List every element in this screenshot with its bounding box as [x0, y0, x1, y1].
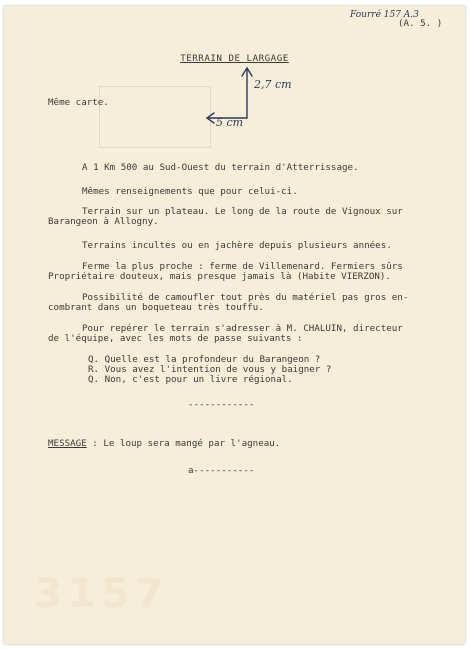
message-text: : Le loup sera mangé par l'agneau.	[86, 438, 281, 449]
message-line	[48, 438, 280, 449]
intro-line: Même carte.	[48, 97, 109, 108]
paragraph-7-line-2: de l'équipe, avec les mots de passe suivants :	[48, 333, 303, 344]
paragraph-7-line-1: Pour repérer le terrain s'adresser à M. CHALUIN, directeur	[82, 323, 403, 334]
page-title: TERRAIN DE LARGAGE	[180, 53, 289, 64]
separator-line-1: ------------	[188, 399, 255, 410]
background-watermark: 3157	[34, 571, 170, 617]
dialogue-question-2: Q. Non, c'est pour un livre régional.	[88, 374, 293, 385]
paragraph-1: A 1 Km 500 au Sud-Ouest du terrain d'Atterrissage.	[82, 162, 359, 173]
document-code: (A. 5. )	[398, 18, 443, 29]
annotation-vertical: 2,7 cm	[254, 78, 292, 91]
document-page	[4, 6, 465, 644]
dialogue-question-1: Q. Quelle est la profondeur du Barangeon ?	[88, 354, 321, 365]
message-label: MESSAGE	[48, 438, 87, 449]
paragraph-6-line-1: Possibilité de camoufler tout près du matériel pas gros en-	[82, 292, 409, 303]
paragraph-5-line-1: Ferme la plus proche : ferme de Villemenard. Fermiers sûrs	[82, 261, 403, 272]
dialogue-response-1: R. Vous avez l'intention de vous y baigner ?	[88, 364, 332, 375]
paragraph-4: Terrains incultes ou en jachère depuis plusieurs années.	[82, 240, 392, 251]
paragraph-6-line-2: combrant dans un boqueteau très touffu.	[48, 302, 264, 313]
separator-line-2: a-----------	[188, 465, 255, 476]
paragraph-3-line-2: Barangeon à Allogny.	[48, 216, 159, 227]
handwritten-reference: Fourré 157 A.3	[350, 10, 419, 20]
paragraph-5-line-2: Propriétaire douteux, mais presque jamais là (Habite VIERZON).	[48, 271, 391, 282]
faint-stamp-mark	[99, 86, 211, 148]
paragraph-2: Mêmes renseignements que pour celui-ci.	[82, 186, 298, 197]
annotation-horizontal: 5 cm	[216, 116, 244, 129]
paragraph-3-line-1: Terrain sur un plateau. Le long de la route de Vignoux sur	[82, 206, 403, 217]
